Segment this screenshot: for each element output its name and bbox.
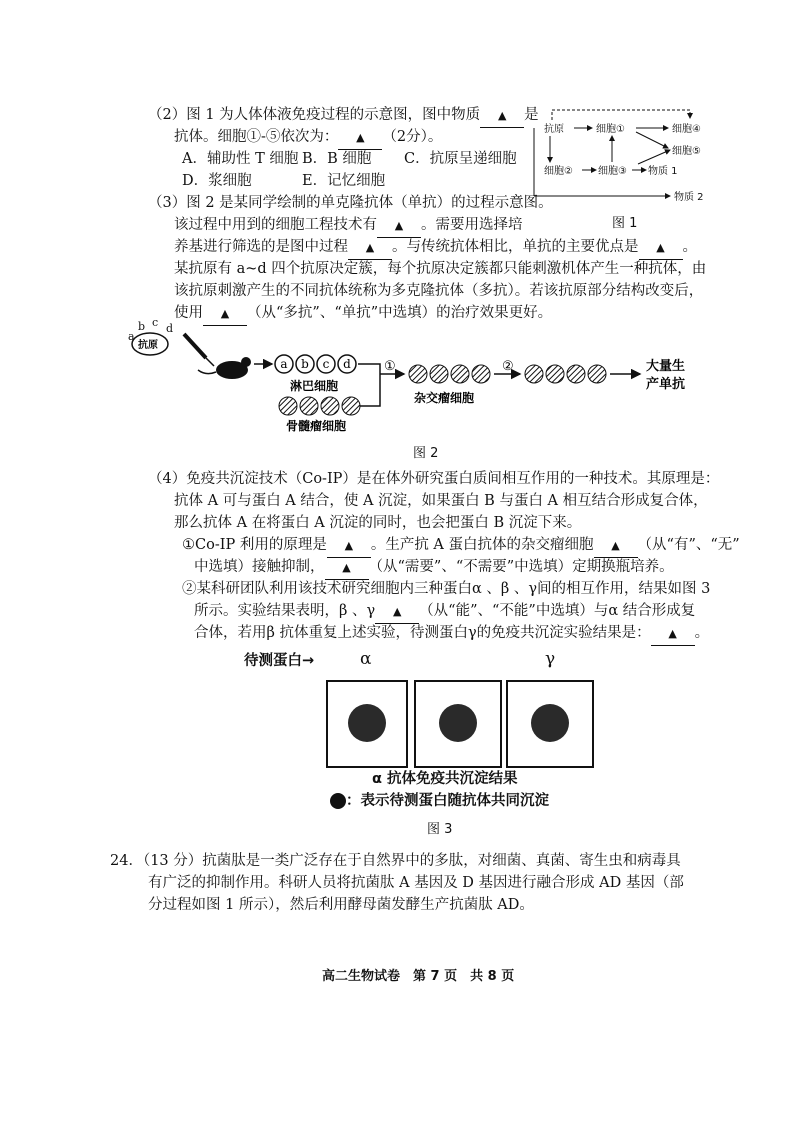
legend-spot-icon: [330, 793, 346, 809]
mouse-icon: [198, 357, 251, 379]
fig1-node-antigen: 抗原: [544, 124, 564, 135]
fig3-panel-beta: [414, 680, 502, 768]
q4-line5: 中选填）接触抑制， ▲ （从“需要”、“不需要”中选填）定期换瓶培养。: [194, 556, 674, 580]
syringe-icon: [184, 334, 214, 366]
answer-blank: ▲: [327, 535, 371, 558]
q3-line1: （3）图 2 是某同学绘制的单克隆抗体（单抗）的过程示意图。: [148, 195, 553, 211]
fig3-title: α 抗体免疫共沉淀结果: [372, 771, 518, 787]
q4-line7: 所示。实验结果表明，β 、γ ▲ （从“能”、“不能”中选填）与α 结合形成复: [194, 600, 695, 624]
answer-blank: ▲: [594, 535, 638, 558]
q2-line1: （2）图 1 为人体体液免疫过程的示意图，图中物质 ▲ 是: [148, 104, 539, 128]
myeloma-label: 骨髓瘤细胞: [286, 419, 347, 433]
fig1-node-cell1: 细胞①: [596, 124, 625, 135]
q3-line4: 某抗原有 a~d 四个抗原决定簇，每个抗原决定簇都只能刺激机体产生一种抗体，由: [174, 261, 707, 277]
fig3-col-gamma: γ: [545, 649, 556, 669]
answer-blank: ▲: [348, 237, 392, 260]
lymph-letter: d: [343, 357, 351, 371]
q3-line3: 养基进行筛选的是图中过程 ▲ 。与传统抗体相比，单抗的主要优点是 ▲ 。: [174, 236, 697, 260]
fig3-panel-gamma: [506, 680, 594, 768]
q4-line3: 那么抗体 A 在将蛋白 A 沉淀的同时，也会把蛋白 B 沉淀下来。: [174, 515, 582, 531]
antigen-letter: b: [138, 320, 146, 333]
q3-line2: 该过程中用到的细胞工程技术有 ▲ 。需要用选择培: [174, 214, 523, 238]
lymphocyte-label: 淋巴细胞: [290, 379, 339, 393]
answer-blank: ▲: [480, 105, 524, 128]
lymph-letter: a: [280, 357, 288, 371]
figure-3-caption: 图 3: [427, 822, 453, 837]
answer-blank: ▲: [375, 601, 419, 624]
fig1-node-substance1: 物质 1: [648, 166, 678, 177]
fig3-legend: ：表示待测蛋白随抗体共同沉淀: [330, 790, 549, 812]
fig3-panel-alpha: [326, 680, 408, 768]
fig1-node-cell2: 细胞②: [544, 166, 573, 177]
q3-line5: 该抗原刺激产生的不同抗体统称为多克隆抗体（多抗）。若该抗原部分结构改变后，: [174, 283, 704, 299]
q4-line4: ①Co-IP 利用的原理是 ▲ 。生产抗 A 蛋白抗体的杂交瘤细胞 ▲ （从“有”、“无”: [182, 534, 740, 558]
fig1-node-substance2: 物质 2: [674, 192, 704, 203]
q4-line6: ②某科研团队利用该技术研究细胞内三种蛋白α 、β 、γ间的相互作用，结果如图 3: [182, 581, 711, 597]
antigen-letter: c: [152, 318, 159, 329]
figure-2-diagram: [118, 318, 718, 438]
q2-option-a: A．辅助性 T 细胞: [182, 151, 299, 167]
q4-line1: （4）免疫共沉淀技术（Co-IP）是在体外研究蛋白质间相互作用的一种技术。其原理是：: [148, 471, 720, 487]
product-label-2: 产单抗: [646, 377, 686, 392]
figure-2-caption: 图 2: [413, 446, 439, 461]
precipitate-spot: [439, 704, 477, 742]
fig3-row-label: 待测蛋白→: [244, 653, 315, 669]
q2-line2: 抗体。细胞①-⑤依次为： ▲ （2分）。: [174, 126, 442, 150]
antigen-label: 抗原: [138, 340, 158, 351]
q2-option-c: C．抗原呈递细胞: [404, 151, 517, 167]
q3-line6: 使用 ▲ （从“多抗”、“单抗”中选填）的治疗效果更好。: [174, 302, 552, 326]
hybridoma-label: 杂交瘤细胞: [414, 391, 475, 405]
product-label-1: 大量生: [646, 359, 686, 374]
lymph-letter: c: [322, 357, 330, 371]
q24-line3: 分过程如图 1 所示），然后利用酵母菌发酵生产抗菌肽 AD。: [148, 897, 534, 913]
answer-blank: ▲: [377, 215, 421, 238]
fig1-node-cell5: 细胞⑤: [672, 146, 701, 157]
lymph-letter: b: [301, 357, 309, 371]
figure-1-diagram: [530, 104, 720, 208]
q4-line8: 合体，若用β 抗体重复上述实验，待测蛋白γ的免疫共沉淀实验结果是： ▲ 。: [194, 622, 709, 646]
q4-line2: 抗体 A 可与蛋白 A 结合，使 A 沉淀，如果蛋白 B 与蛋白 A 相互结合形成复合体，: [174, 493, 708, 509]
q2-option-e: E．记忆细胞: [302, 173, 386, 189]
figure-1-caption: 图 1: [612, 216, 638, 231]
precipitate-spot: [531, 704, 569, 742]
q24-line1: 24．（13 分）抗菌肽是一类广泛存在于自然界中的多肽，对细菌、真菌、寄生虫和病毒具: [110, 853, 681, 869]
antigen-letter: d: [166, 322, 174, 335]
answer-blank: ▲: [203, 303, 247, 326]
step-2-label: ②: [502, 359, 514, 374]
fig1-node-cell4: 细胞④: [672, 124, 701, 135]
step-1-label: ①: [384, 359, 396, 374]
answer-blank: ▲: [639, 237, 683, 260]
q24-line2: 有广泛的抑制作用。科研人员将抗菌肽 A 基因及 D 基因进行融合形成 AD 基因（部: [148, 875, 684, 891]
fig1-node-cell3: 细胞③: [598, 166, 627, 177]
q2-option-b: B．B 细胞: [302, 151, 372, 167]
precipitate-spot: [348, 704, 386, 742]
antigen-icon: [128, 318, 173, 355]
antigen-letter: a: [128, 330, 135, 343]
page-footer: 高二生物试卷 第 7 页 共 8 页: [322, 969, 515, 984]
fig3-col-alpha: α: [360, 649, 372, 669]
answer-blank: ▲: [325, 557, 369, 580]
q2-option-d: D．浆细胞: [182, 173, 252, 189]
answer-blank: ▲: [651, 623, 695, 646]
answer-blank: ▲: [338, 127, 382, 150]
